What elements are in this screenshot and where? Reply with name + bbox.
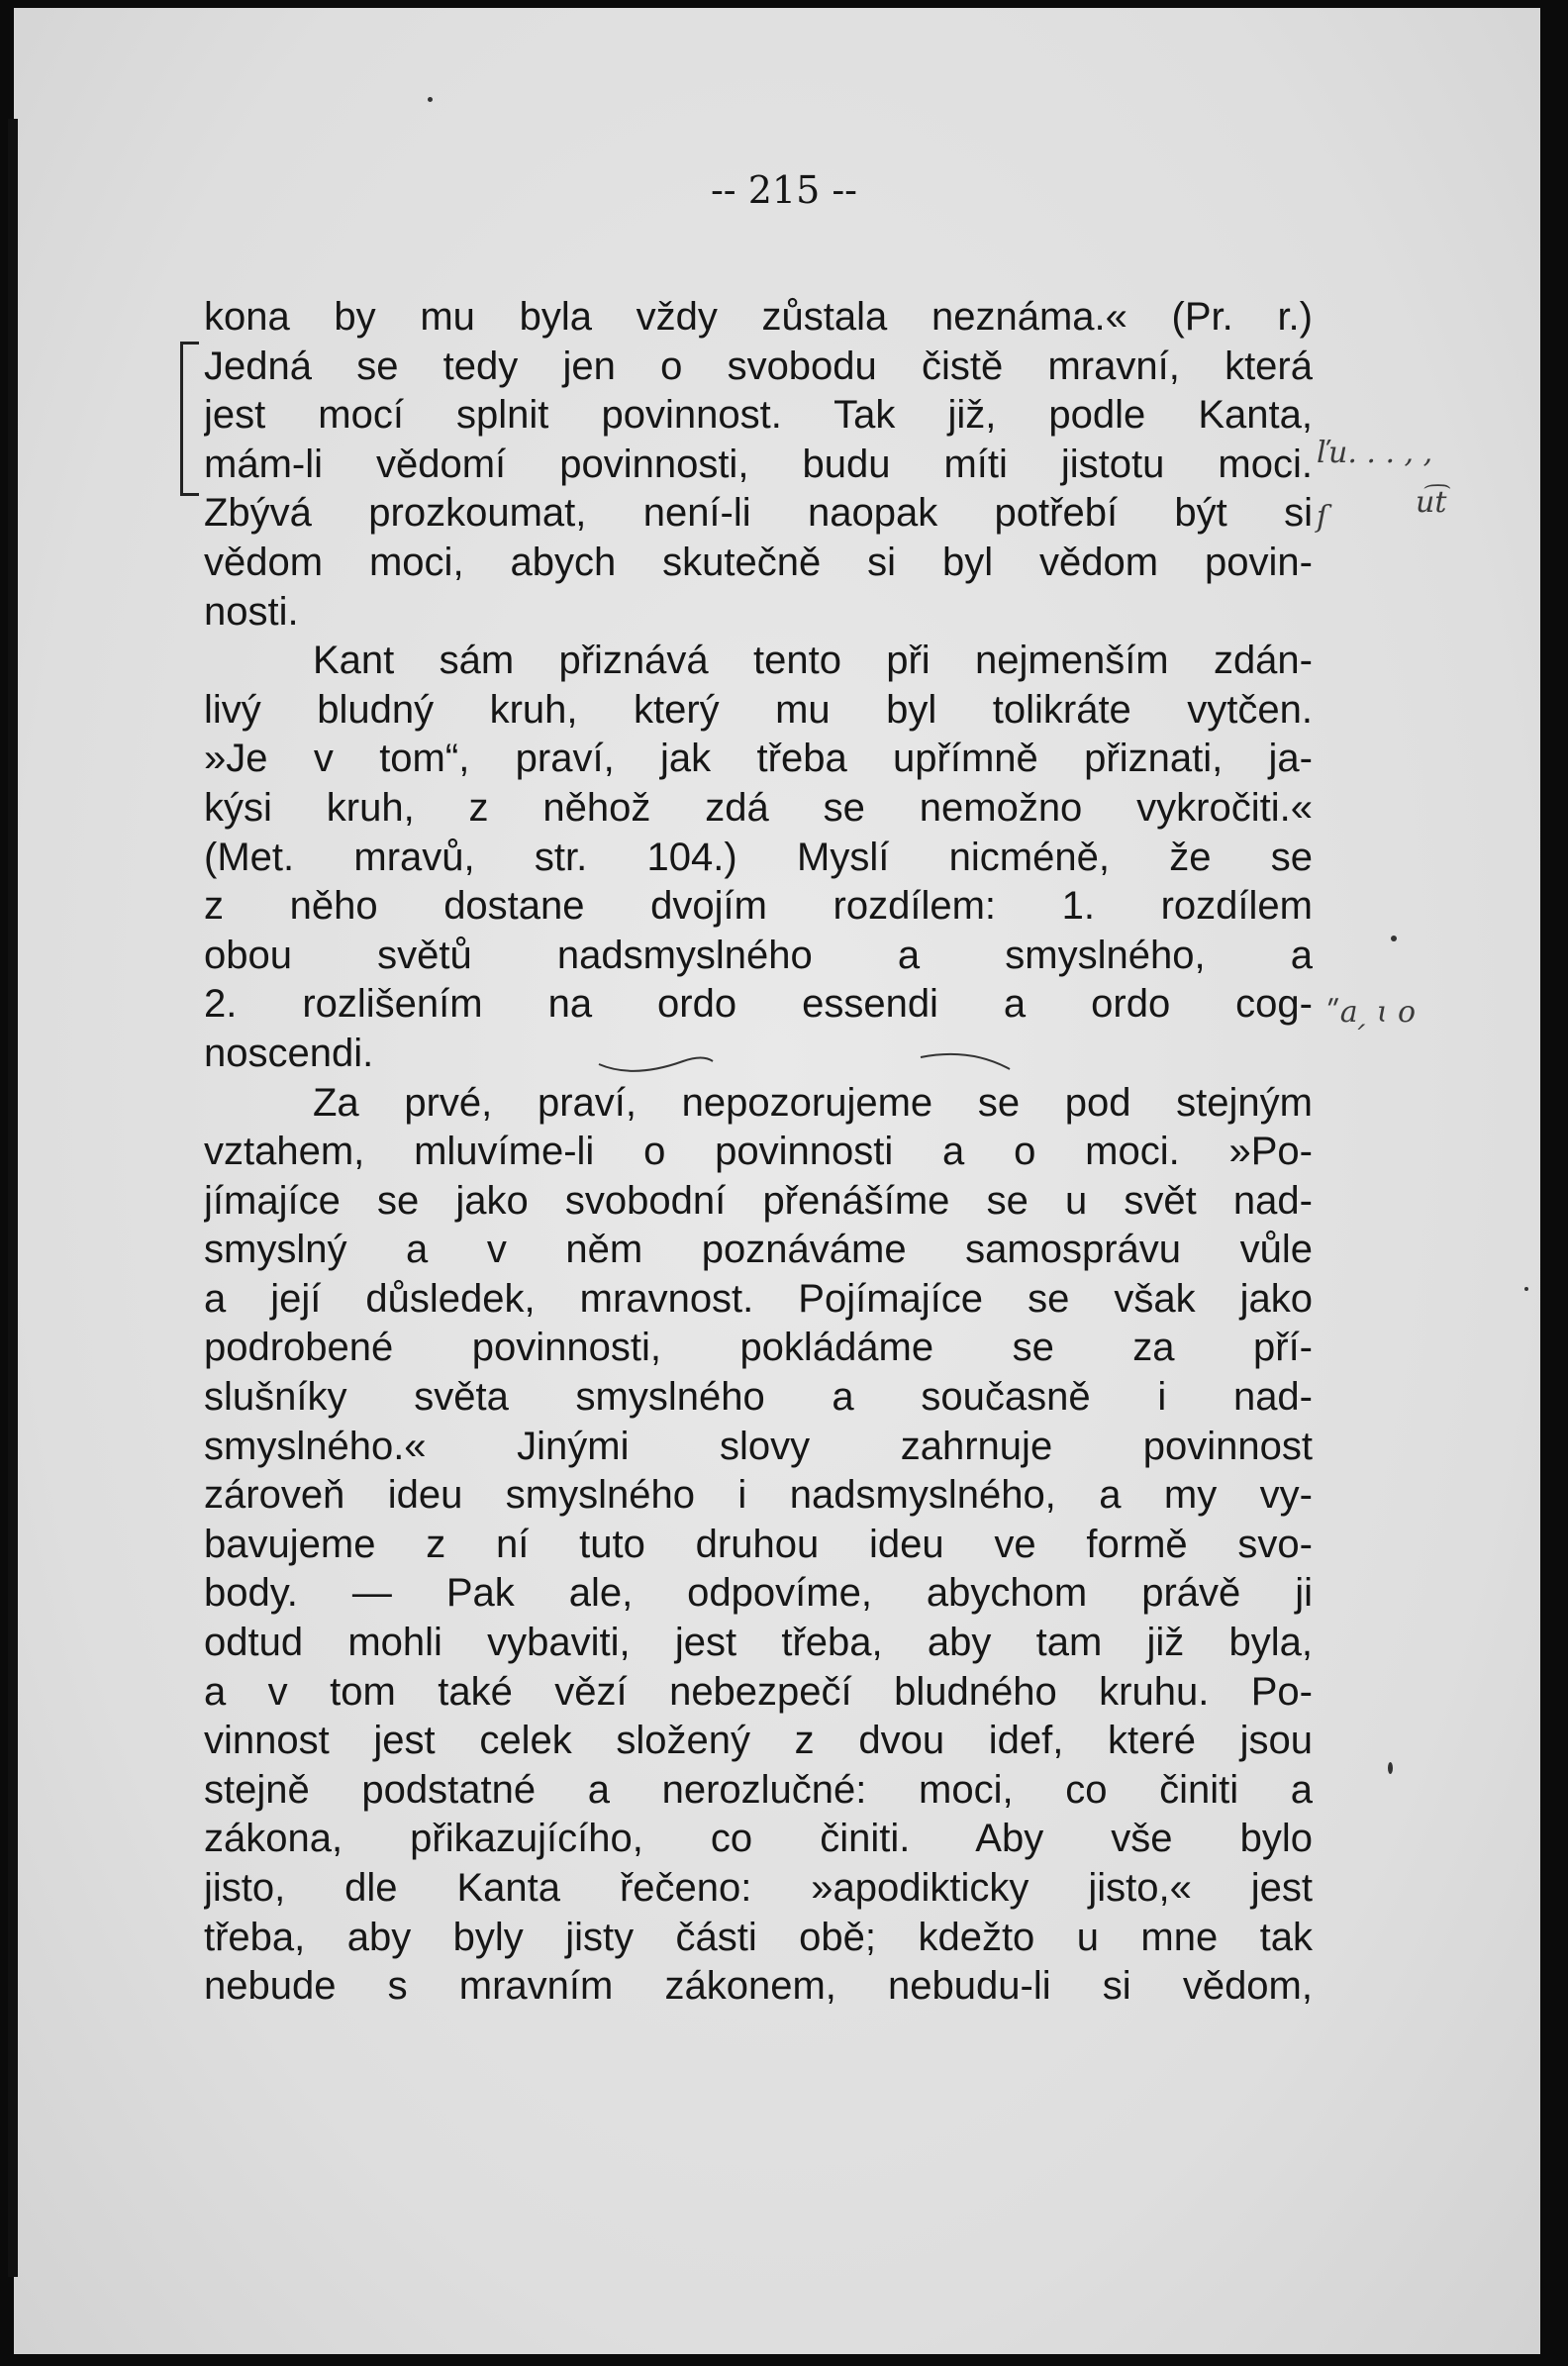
text-line: vinnost jest celek složený z dvou idef, které jsou bbox=[204, 1719, 1313, 1763]
text-line: jímajíce se jako svobodní přenášíme se u svět nad- bbox=[204, 1178, 1313, 1223]
text-line: vědom moci, abych skutečně si byl vědom povin- bbox=[204, 540, 1313, 584]
text-line: třeba, aby byly jisty části obě; kdežto u mne tak bbox=[204, 1915, 1313, 1959]
text-line: bavujeme z ní tuto druhou ideu ve formě svo- bbox=[204, 1522, 1313, 1566]
body-text bbox=[204, 293, 1313, 2012]
text-line: nosti. bbox=[204, 589, 299, 634]
margin-handwriting: u͡t bbox=[1416, 485, 1447, 520]
text-line: Jedná se tedy jen o svobodu čistě mravní, která bbox=[204, 344, 1313, 388]
text-line: slušníky světa smyslného a současně i nad- bbox=[204, 1375, 1313, 1420]
text-line: odtud mohli vybaviti, jest třeba, aby tam již byla, bbox=[204, 1621, 1313, 1665]
text-line: vztahem, mluvíme-li o povinnosti a o moci. »Po- bbox=[204, 1130, 1313, 1174]
text-line: z něho dostane dvojím rozdílem: 1. rozdílem bbox=[204, 884, 1313, 929]
text-line: kona by mu byla vždy zůstala neznáma.« (Pr. r.) bbox=[204, 295, 1313, 339]
scan-speck bbox=[1524, 1287, 1528, 1291]
scan-speck bbox=[1391, 936, 1397, 941]
text-line: zákona, přikazujícího, co činiti. Aby vše bylo bbox=[204, 1817, 1313, 1861]
text-line: obou světů nadsmyslného a smyslného, a bbox=[204, 933, 1313, 977]
text-line: noscendi. bbox=[204, 1031, 374, 1075]
text-line: stejně podstatné a nerozlučné: moci, co činiti a bbox=[204, 1767, 1313, 1812]
text-line: jisto, dle Kanta řečeno: »apodikticky jisto,« jest bbox=[204, 1866, 1313, 1910]
handwritten-underline bbox=[594, 1039, 1029, 1079]
margin-handwriting: ʺa ̗ ɩ o bbox=[1326, 995, 1417, 1030]
text-line: »Je v tom“, praví, jak třeba upřímně přiznati, ja- bbox=[204, 737, 1313, 781]
text-line: Kant sám přiznává tento při nejmenším zdán- bbox=[313, 639, 1313, 683]
scan-speck bbox=[428, 97, 433, 102]
handwritten-bracket-mark bbox=[180, 342, 199, 496]
page-number: -- 215 -- bbox=[710, 168, 858, 212]
text-line: Zbývá prozkoumat, není-li naopak potřebí být si bbox=[204, 491, 1313, 536]
binding-edge bbox=[8, 119, 18, 2277]
scan-speck bbox=[1388, 1762, 1393, 1774]
text-line: mám-li vědomí povinnosti, budu míti jistotu moci. bbox=[204, 442, 1313, 486]
text-line: zároveň ideu smyslného i nadsmyslného, a my vy- bbox=[204, 1473, 1313, 1518]
text-line: Za prvé, praví, nepozorujeme se pod stejným bbox=[313, 1080, 1313, 1125]
scan-border-right bbox=[1546, 0, 1568, 2366]
text-line: smyslný a v něm poznáváme samosprávu vůle bbox=[204, 1228, 1313, 1272]
text-line: body. — Pak ale, odpovíme, abychom právě ji bbox=[204, 1571, 1313, 1616]
text-line: (Met. mravů, str. 104.) Myslí nicméně, že se bbox=[204, 835, 1313, 879]
text-line: livý bludný kruh, který mu byl tolikráte vytčen. bbox=[204, 687, 1313, 732]
margin-handwriting: ſ bbox=[1317, 500, 1328, 535]
text-line: kýsi kruh, z něhož zdá se nemožno vykročiti.« bbox=[204, 785, 1313, 830]
text-line: a v tom také vězí nebezpečí bludného kruhu. Po- bbox=[204, 1669, 1313, 1714]
margin-handwriting: ľu. . . , , bbox=[1317, 436, 1433, 470]
text-line: jest mocí splnit povinnost. Tak již, podle Kanta, bbox=[204, 393, 1313, 438]
text-line: a její důsledek, mravnost. Pojímajíce se však jako bbox=[204, 1276, 1313, 1321]
text-line: nebude s mravním zákonem, nebudu-li si vědom, bbox=[204, 1964, 1313, 2009]
scan-border-bottom bbox=[0, 2354, 1568, 2366]
text-line: podrobené povinnosti, pokládáme se za pří- bbox=[204, 1326, 1313, 1370]
text-line: smyslného.« Jinými slovy zahrnuje povinnost bbox=[204, 1424, 1313, 1468]
text-line: 2. rozlišením na ordo essendi a ordo cog- bbox=[204, 982, 1313, 1027]
